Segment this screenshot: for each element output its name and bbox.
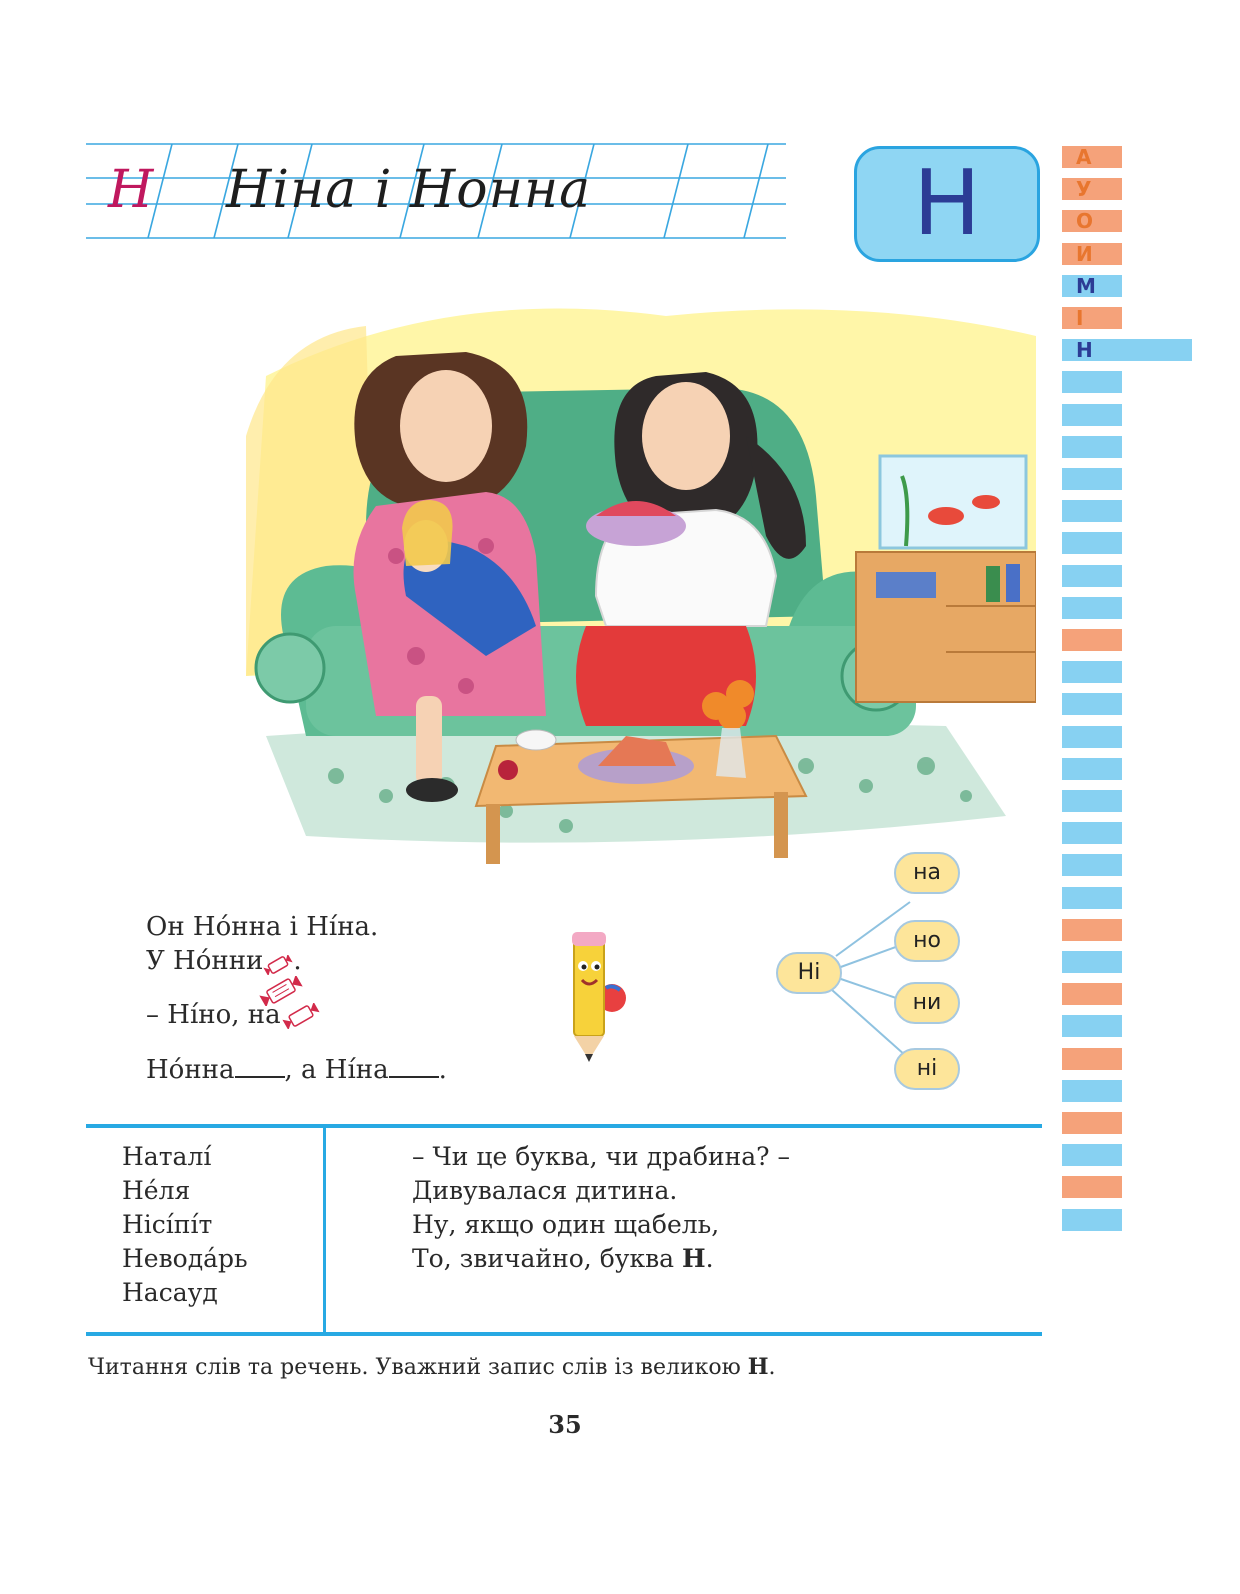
list-item: Наталі́	[122, 1142, 212, 1171]
alphabet-strip-label: И	[1076, 241, 1093, 266]
alphabet-strip-label: М	[1076, 273, 1096, 298]
reading-line-4-b: , а Ні́на	[284, 1055, 389, 1085]
alphabet-strip-blank	[1062, 1176, 1122, 1198]
candy-icon	[281, 1003, 321, 1029]
reading-line-4-a: Но́нна	[146, 1055, 235, 1085]
alphabet-strip-blank	[1062, 404, 1122, 426]
alphabet-strip-blank	[1062, 758, 1122, 780]
poem-line: – Чи це буква, чи драбина? –	[412, 1142, 791, 1171]
alphabet-strip-label: У	[1076, 177, 1092, 202]
alphabet-strip-blank	[1062, 597, 1122, 619]
letter-card-letter: Н	[913, 151, 981, 256]
syllable-root: Ні	[776, 952, 842, 994]
candy-icon	[263, 952, 293, 972]
alphabet-strip-blank	[1062, 1144, 1122, 1166]
reading-line-2	[146, 946, 302, 976]
blank-line	[389, 1054, 439, 1078]
alphabet-strip-blank	[1062, 951, 1122, 973]
footer-note-bold: Н	[747, 1354, 769, 1380]
alphabet-strip-letter	[1062, 275, 1122, 297]
alphabet-strip-blank	[1062, 436, 1122, 458]
table-divider	[323, 1126, 326, 1332]
alphabet-strip-label: І	[1076, 306, 1084, 330]
reading-line-4	[146, 1054, 447, 1085]
footer-note	[88, 1352, 776, 1383]
alphabet-strip-label: О	[1076, 209, 1094, 234]
alphabet-strip-blank	[1062, 1048, 1122, 1070]
reading-line-1: Он Но́нна і Ні́на.	[146, 912, 379, 942]
reading-line-3-text: – Ні́но, на	[146, 1000, 281, 1030]
alphabet-strip-blank	[1062, 468, 1122, 490]
list-item: Не́ля	[122, 1176, 191, 1205]
poem-bold-letter: Н	[682, 1244, 706, 1273]
cursive-header	[86, 140, 786, 244]
alphabet-strip-blank	[1062, 790, 1122, 812]
poem-line: Ну, якщо один щабель,	[412, 1210, 720, 1239]
poem-line: Дивувалася дитина.	[412, 1176, 678, 1205]
illustration-girls-on-sofa	[246, 296, 1036, 868]
syllable-diagram	[776, 850, 976, 1100]
alphabet-strip-label: А	[1076, 145, 1092, 169]
alphabet-strip-blank	[1062, 983, 1122, 1005]
illustration-svg	[246, 296, 1036, 868]
alphabet-strip-blank	[1062, 726, 1122, 748]
alphabet-strip-blank	[1062, 1209, 1122, 1231]
list-item: Нісі́пі́т	[122, 1210, 213, 1239]
alphabet-strip-label: Н	[1076, 338, 1093, 363]
alphabet-strip-letter	[1062, 146, 1122, 168]
alphabet-strip-blank	[1062, 1080, 1122, 1102]
alphabet-strip-blank	[1062, 629, 1122, 651]
cursive-letter: Н	[108, 160, 154, 220]
alphabet-strip-blank	[1062, 500, 1122, 522]
alphabet-strip-blank	[1062, 532, 1122, 554]
alphabet-strip-blank	[1062, 565, 1122, 587]
page-number: 35	[548, 1410, 582, 1439]
pencil-mascot-icon	[560, 926, 628, 1066]
footer-note-text: Читання слів та речень. Уважний запис слів із великою	[88, 1355, 748, 1380]
poem	[412, 1140, 790, 1276]
alphabet-strip-blank	[1062, 371, 1122, 393]
alphabet-strip-blank	[1062, 887, 1122, 909]
alphabet-strip-letter	[1062, 339, 1192, 361]
syllable-item: но	[894, 920, 960, 962]
alphabet-strip-blank	[1062, 1112, 1122, 1134]
names-list	[122, 1140, 248, 1310]
reading-line-2-text: У Но́нни	[146, 946, 264, 976]
poem-end: .	[705, 1244, 714, 1273]
reading-line-3	[146, 1000, 321, 1030]
alphabet-strip-letter	[1062, 307, 1122, 329]
alphabet-strip-letter	[1062, 178, 1122, 200]
table-bottom-rule	[86, 1332, 1042, 1336]
list-item: Насауд	[122, 1278, 218, 1307]
alphabet-strip-blank	[1062, 919, 1122, 941]
alphabet-strip-blank	[1062, 854, 1122, 876]
syllable-item: на	[894, 852, 960, 894]
alphabet-strip-blank	[1062, 693, 1122, 715]
letter-card	[854, 146, 1040, 262]
poem-line-text: То, звичайно, буква	[412, 1244, 683, 1273]
alphabet-strip-blank	[1062, 661, 1122, 683]
alphabet-strip-blank	[1062, 822, 1122, 844]
syllable-item: ні	[894, 1048, 960, 1090]
blank-line	[235, 1054, 285, 1078]
reading-line-2-end: .	[293, 946, 302, 976]
list-item: Невода́рь	[122, 1244, 248, 1273]
footer-note-end: .	[768, 1355, 776, 1380]
alphabet-strip-letter	[1062, 210, 1122, 232]
syllable-item: ни	[894, 982, 960, 1024]
table-top-rule	[86, 1124, 1042, 1128]
poem-line	[412, 1242, 790, 1276]
alphabet-strip-letter	[1062, 243, 1122, 265]
alphabet-strip-blank	[1062, 1015, 1122, 1037]
reading-line-4-end: .	[438, 1055, 447, 1085]
cursive-words: Ніна і Нонна	[226, 160, 592, 220]
